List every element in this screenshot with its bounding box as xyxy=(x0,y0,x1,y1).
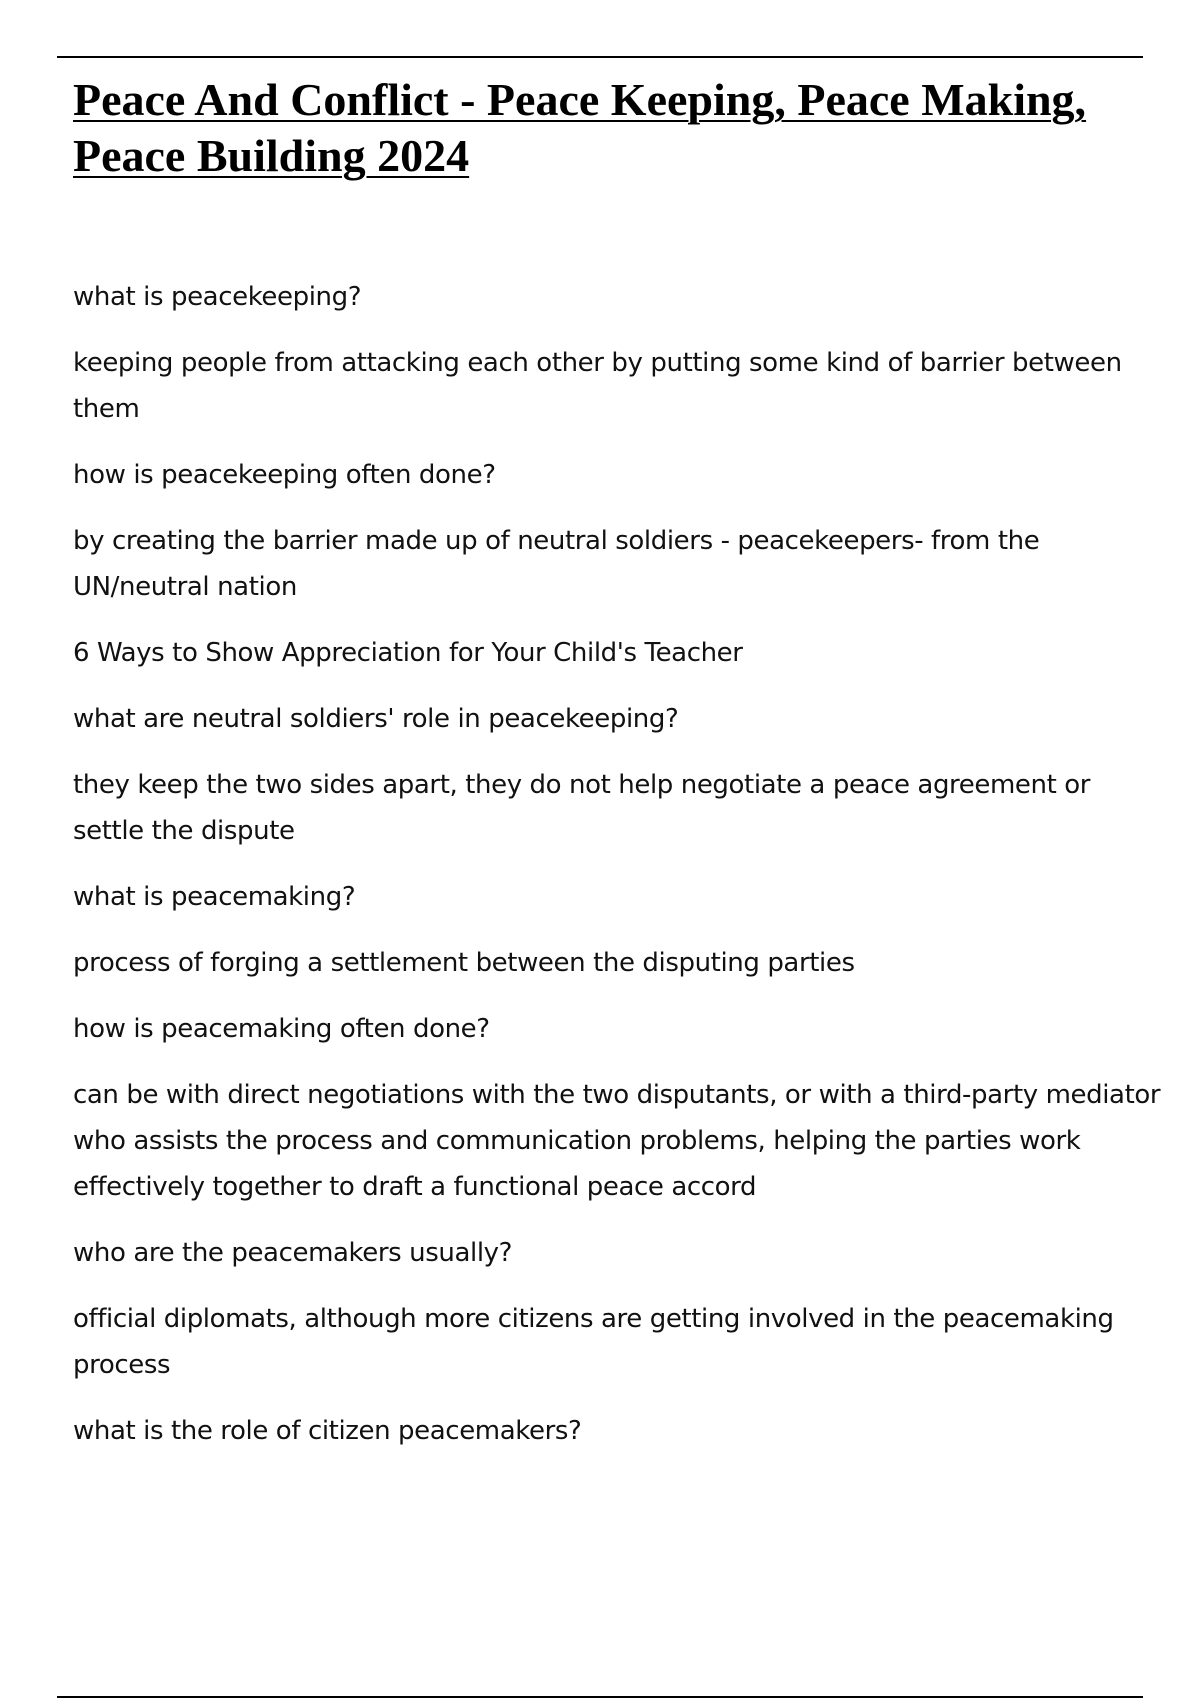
answer-peacemakers: official diplomats, although more citizens are getting involved in the peacemaking process xyxy=(73,1304,1114,1380)
top-rule xyxy=(57,56,1143,58)
question-peacemakers: who are the peacemakers usually? xyxy=(73,1238,513,1268)
question-citizen-peacemakers: what is the role of citizen peacemakers? xyxy=(73,1416,582,1446)
question-neutral-soldiers: what are neutral soldiers' role in peacekeeping? xyxy=(73,704,679,734)
document-title: Peace And Conflict - Peace Keeping, Peace Making, Peace Building 2024 xyxy=(73,74,1087,181)
answer-peacekeeping-method: by creating the barrier made up of neutral soldiers - peacekeepers- from the UN/neutral nation xyxy=(73,526,1040,602)
question-peacemaking-method: how is peacemaking often done? xyxy=(73,1014,490,1044)
answer-peacemaking: process of forging a settlement between the disputing parties xyxy=(73,948,855,978)
inserted-line: 6 Ways to Show Appreciation for Your Child's Teacher xyxy=(73,638,743,668)
document-body xyxy=(73,274,1163,1474)
answer-peacekeeping: keeping people from attacking each other by putting some kind of barrier between them xyxy=(73,348,1122,424)
question-peacekeeping: what is peacekeeping? xyxy=(73,282,362,312)
answer-peacemaking-method: can be with direct negotiations with the two disputants, or with a third-party mediator who assists the process and communication problems, helping the parties work effectively together to draft a functional peace accord xyxy=(73,1080,1161,1202)
question-peacekeeping-method: how is peacekeeping often done? xyxy=(73,460,496,490)
bottom-rule xyxy=(57,1696,1143,1698)
answer-neutral-soldiers: they keep the two sides apart, they do not help negotiate a peace agreement or settle the dispute xyxy=(73,770,1091,846)
question-peacemaking: what is peacemaking? xyxy=(73,882,356,912)
